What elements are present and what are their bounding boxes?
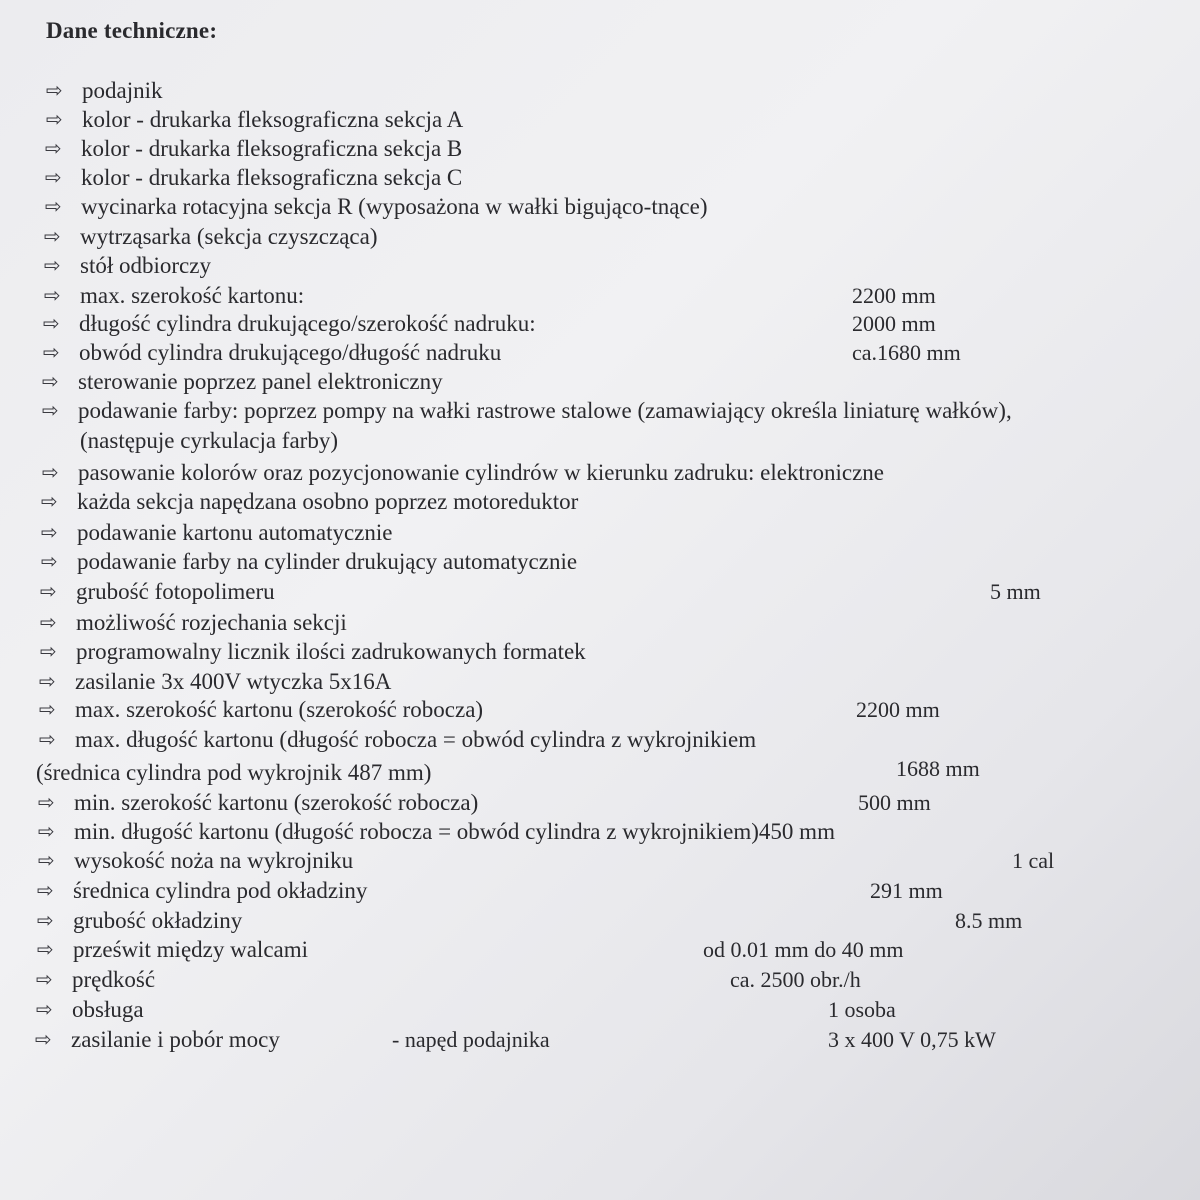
arrow-bullet-icon: ⇨	[46, 78, 63, 102]
arrow-bullet-icon: ⇨	[38, 848, 55, 872]
spec-label: max. długość kartonu (długość robocza = obwód cylindra z wykrojnikiem	[75, 727, 757, 752]
arrow-bullet-icon: ⇨	[46, 107, 63, 131]
spec-label: kolor - drukarka fleksograficzna sekcja A	[82, 107, 464, 132]
spec-label: zasilanie i pobór mocy	[71, 1027, 280, 1052]
spec-label: podawanie farby na cylinder drukujący automatycznie	[77, 549, 578, 574]
spec-label: obsługa	[72, 997, 144, 1022]
spec-label: grubość okładziny	[73, 908, 243, 933]
arrow-bullet-icon: ⇨	[45, 165, 62, 189]
spec-item	[0, 165, 1200, 195]
spec-value: 8.5 mm	[955, 908, 1023, 933]
spec-item	[0, 549, 1200, 579]
spec-value: 1 osoba	[828, 997, 896, 1022]
arrow-bullet-icon: ⇨	[35, 1027, 52, 1051]
arrow-bullet-icon: ⇨	[37, 937, 54, 961]
arrow-bullet-icon: ⇨	[44, 224, 61, 248]
arrow-bullet-icon: ⇨	[38, 819, 55, 843]
spec-item	[0, 819, 1200, 849]
spec-value: 2000 mm	[852, 311, 936, 336]
spec-item	[0, 398, 1200, 428]
spec-item	[0, 78, 1200, 108]
spec-value: ca.1680 mm	[852, 340, 961, 365]
spec-item	[0, 727, 1200, 757]
spec-item	[0, 878, 1200, 908]
spec-value: 1688 mm	[896, 756, 980, 781]
spec-label: sterowanie poprzez panel elektroniczny	[78, 369, 443, 394]
arrow-bullet-icon: ⇨	[40, 610, 57, 634]
spec-label: możliwość rozjechania sekcji	[76, 610, 347, 635]
spec-label: średnica cylindra pod okładziny	[73, 878, 368, 903]
spec-item	[0, 669, 1200, 699]
spec-value: ca. 2500 obr./h	[730, 967, 861, 992]
arrow-bullet-icon: ⇨	[41, 489, 58, 513]
spec-item	[0, 340, 1200, 370]
spec-item	[0, 1027, 1200, 1057]
spec-value: 5 mm	[990, 579, 1041, 604]
spec-item	[0, 283, 1200, 313]
document-title: Dane techniczne:	[46, 18, 218, 43]
spec-label-continuation: (następuje cyrkulacja farby)	[80, 428, 338, 453]
spec-label: min. długość kartonu (długość robocza = obwód cylindra z wykrojnikiem)450 mm	[74, 819, 835, 844]
spec-label: kolor - drukarka fleksograficzna sekcja C	[81, 165, 463, 190]
spec-label: prześwit między walcami	[73, 937, 309, 962]
spec-item	[0, 460, 1200, 490]
arrow-bullet-icon: ⇨	[44, 253, 61, 277]
spec-label: max. szerokość kartonu (szerokość robocza)	[75, 697, 484, 722]
spec-label: grubość fotopolimeru	[76, 579, 275, 604]
spec-label: podawanie farby: poprzez pompy na wałki rastrowe stalowe (zamawiający określa liniaturę wałków),	[78, 398, 1012, 423]
spec-item	[0, 520, 1200, 550]
spec-value: 2200 mm	[856, 697, 940, 722]
spec-item	[0, 579, 1200, 609]
spec-label: podawanie kartonu automatycznie	[77, 520, 393, 545]
spec-label-continuation: (średnica cylindra pod wykrojnik 487 mm)	[36, 760, 432, 785]
arrow-bullet-icon: ⇨	[44, 283, 61, 307]
arrow-bullet-icon: ⇨	[39, 669, 56, 693]
spec-item	[0, 136, 1200, 166]
spec-item	[0, 610, 1200, 640]
spec-label: wytrząsarka (sekcja czyszcząca)	[80, 224, 378, 249]
spec-value: 2200 mm	[852, 283, 936, 308]
arrow-bullet-icon: ⇨	[42, 398, 59, 422]
spec-label: wycinarka rotacyjna sekcja R (wyposażona w wałki bigująco-tnące)	[81, 194, 708, 219]
arrow-bullet-icon: ⇨	[45, 136, 62, 160]
spec-value: 3 x 400 V 0,75 kW	[828, 1027, 996, 1052]
spec-label: każda sekcja napędzana osobno poprzez motoreduktor	[77, 489, 579, 514]
spec-item	[0, 697, 1200, 727]
spec-item	[0, 369, 1200, 399]
arrow-bullet-icon: ⇨	[45, 194, 62, 218]
spec-value: 500 mm	[858, 790, 931, 815]
spec-item	[0, 967, 1200, 997]
arrow-bullet-icon: ⇨	[38, 790, 55, 814]
spec-item	[0, 908, 1200, 938]
spec-item	[0, 848, 1200, 878]
arrow-bullet-icon: ⇨	[39, 727, 56, 751]
spec-label: podajnik	[82, 78, 163, 103]
spec-item	[0, 224, 1200, 254]
spec-label: pasowanie kolorów oraz pozycjonowanie cylindrów w kierunku zadruku: elektroniczne	[78, 460, 884, 485]
arrow-bullet-icon: ⇨	[43, 340, 60, 364]
arrow-bullet-icon: ⇨	[43, 311, 60, 335]
arrow-bullet-icon: ⇨	[42, 460, 59, 484]
spec-label: obwód cylindra drukującego/długość nadruku	[79, 340, 502, 365]
arrow-bullet-icon: ⇨	[40, 579, 57, 603]
arrow-bullet-icon: ⇨	[37, 908, 54, 932]
arrow-bullet-icon: ⇨	[39, 697, 56, 721]
arrow-bullet-icon: ⇨	[41, 549, 58, 573]
arrow-bullet-icon: ⇨	[37, 878, 54, 902]
spec-label: wysokość noża na wykrojniku	[74, 848, 354, 873]
spec-label: min. szerokość kartonu (szerokość robocza)	[74, 790, 479, 815]
spec-item	[0, 253, 1200, 283]
spec-item	[0, 311, 1200, 341]
spec-item	[0, 997, 1200, 1027]
arrow-bullet-icon: ⇨	[36, 967, 53, 991]
spec-item	[0, 639, 1200, 669]
spec-label: prędkość	[72, 967, 156, 992]
spec-label: kolor - drukarka fleksograficzna sekcja B	[81, 136, 463, 161]
spec-item	[0, 937, 1200, 967]
spec-note: - napęd podajnika	[392, 1027, 550, 1052]
arrow-bullet-icon: ⇨	[42, 369, 59, 393]
spec-label: max. szerokość kartonu:	[80, 283, 305, 308]
spec-item	[0, 790, 1200, 820]
spec-item	[0, 194, 1200, 224]
spec-label: długość cylindra drukującego/szerokość nadruku:	[79, 311, 536, 336]
spec-item	[0, 107, 1200, 137]
spec-label: zasilanie 3x 400V wtyczka 5x16A	[75, 669, 392, 694]
arrow-bullet-icon: ⇨	[41, 520, 58, 544]
spec-label: programowalny licznik ilości zadrukowanych formatek	[76, 639, 586, 664]
spec-item	[0, 489, 1200, 519]
arrow-bullet-icon: ⇨	[40, 639, 57, 663]
spec-value: od 0.01 mm do 40 mm	[703, 937, 904, 962]
arrow-bullet-icon: ⇨	[36, 997, 53, 1021]
spec-value: 1 cal	[1012, 848, 1055, 873]
spec-label: stół odbiorczy	[80, 253, 211, 278]
spec-value: 291 mm	[870, 878, 943, 903]
